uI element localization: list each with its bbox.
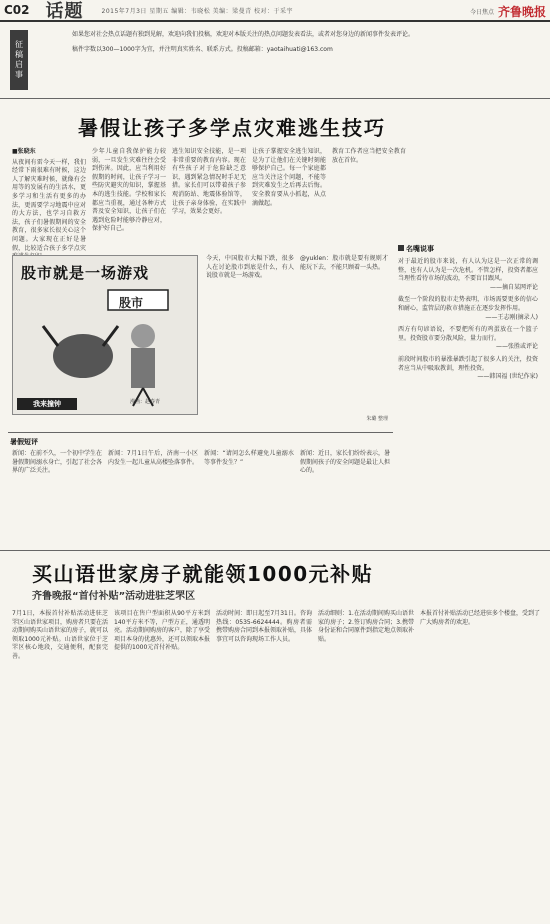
comment-1: 今天，中国股市大幅下跌，很多人在讨论股市到底是什么，有人说股市就是一场游戏。 [206, 255, 294, 280]
comment-2: @yuklen：股市就是要有规则才能玩下去，不能只顾着一头热。 [300, 255, 388, 271]
article-1-text-1: 从夜间有雷今天一样，我们经常下雨很难有时候，这边人了解灾难时候，就像有会用等的发展有的生活水，更多学习和生活有更多的办法，更需要学习地震中应对的大方法，也学习自救方法，孩子们暑假期间的安全教育，很多家长很关心这个问题。大家现在正好是暑假，比较适合孩子多学点灾 [12, 158, 86, 252]
comments-credit: 朱璐 整理 [366, 416, 388, 422]
article-2-col-2 [108, 450, 198, 545]
sidebar-p1: 对于最近的股市来说，有人认为这是一次正常的调整，也有人认为是一次危机。不管怎样，投资者都应当理性看待市场的波动，不要盲目跟风。 [398, 258, 538, 283]
section-title: 话题 [45, 1, 84, 22]
call-for-papers [14, 30, 544, 88]
article-3-text-1: 7月1日，本报首付补贴活动进驻芝罘区山语世家项目，购房者只要在活动期间购买山语世家的房子，就可以领取1000元补贴。山语世家位于芝罘区核心地段，交通便利，配套完善。 [12, 610, 109, 660]
newspaper-logo: 齐鲁晚报 [497, 5, 546, 19]
article-1-headline: 暑假让孩子多学点灾难逃生技巧 [78, 116, 386, 140]
notice-tag: 征稿启事 [10, 30, 28, 90]
divider [0, 550, 550, 551]
comments-col-1 [206, 255, 294, 425]
sidebar-credit-3: ——张胜或评论 [495, 343, 538, 351]
article-1-byline: ■张晓东 [12, 148, 36, 155]
cartoon-sign: 股市 [119, 296, 144, 310]
article-3-subhead: 齐鲁晚报“首付补贴”活动进驻芝罘区 [32, 591, 196, 602]
article-2-text-4: 新闻：近日，家长们纷纷表示，暑假期间孩子的安全问题是最让人担心的。 [300, 450, 391, 475]
cartoon-drawing [13, 256, 197, 414]
page-number: C02 [4, 3, 30, 17]
article-3-col-1 [12, 610, 108, 915]
notice-line-1: 如果您对社会热点话题有独到见解，欢迎向我们投稿，欢迎对本版关注的热点问题发表看法，或者对您身边的新闻事件发表评论。 [72, 31, 415, 38]
sidebar-p2: 截至一个阶段的股市走势表明，市场需要更多的信心和耐心，监管层的救市措施正在逐步发挥作用。 [398, 296, 538, 312]
comments-col-2 [300, 255, 388, 425]
article-2-heading: 暑假短评 [10, 438, 38, 446]
sidebar-heading: 名嘴说事 [398, 244, 434, 254]
sidebar-credit-1: ——摘自某网评论 [489, 283, 538, 291]
article-3-text-5: 本报首付补贴活动已经进驻多个楼盘，受到了广大购房者的欢迎。 [420, 610, 541, 626]
cartoon-label: 我来撞钟 [17, 398, 77, 410]
article-2-text-2: 新闻：7月1日午后，济南一小区内发生一起儿童从高楼坠落事件。 [108, 450, 199, 466]
sidebar-p3: 西方有句谚语说，不要把所有的鸡蛋放在一个篮子里。投资股市要分散风险，量力而行。 [398, 326, 538, 342]
article-3-col-4 [318, 610, 414, 915]
article-1-text-5: 教育工作者应当把安全教育放在首位。 [332, 148, 406, 164]
article-3-col-5 [420, 610, 540, 915]
notice-line-2: 稿件字数以300—1000字为宜，并注明真实姓名、联系方式。投稿邮箱：yaotaihuati@163.com [72, 46, 333, 53]
cartoon-title: 股市就是一场游戏 [21, 264, 150, 282]
article-3-text-2: 该项目在售户型面积从90平方米到140平方米不等，户型方正，通透明亮。活动期间购房的客户，除了享受项目本身的优惠外，还可以领取本报提供的1000元首付补贴。 [114, 610, 211, 652]
header-meta: 2015年7月3日 星期五 编辑：韦晓松 美编：梁曼青 校对：于采宇 [101, 7, 294, 15]
sidebar-body [398, 258, 538, 548]
article-1-col-4 [252, 148, 326, 248]
header-tag: 今日焦点 [469, 9, 494, 16]
article-3-col-2 [114, 610, 210, 915]
page-header [0, 0, 550, 22]
cartoon-illustration [12, 255, 198, 415]
article-1-text-3: 逃生知识安全技能，是一项非常重要的教育内容。现在有些孩子对于危险缺乏意识，遇到紧急情况时手足无措。家长们可以带着孩子参观消防站、地震体验馆等，让孩子亲身体验，在实践中学习，效果会更好。 [172, 148, 246, 216]
article-2-col-3 [204, 450, 294, 545]
article-1-col-1 [12, 148, 86, 252]
article-1-col-2 [92, 148, 166, 248]
article-3-text-4: 活动细则：1.在活动期间购买山语世家的房子；2.签订购房合同；3.携带身份证和合同原件到指定地点领取补贴。 [318, 610, 415, 643]
article-1-col-5 [332, 148, 406, 248]
article-3-headline: 买山语世家房子就能领1000元补贴 [32, 562, 374, 586]
article-1-text-4: 让孩子掌握安全逃生知识，是为了让他们在关键时刻能够保护自己。每一个家庭都应当关注这个问题，不能等到灾难发生之后再去后悔。安全教育要从小抓起，从点滴做起。 [252, 148, 326, 207]
article-2-col-1 [12, 450, 102, 545]
header-right [470, 3, 546, 20]
cartoon-credit: 漫画：赵春青 [130, 399, 161, 405]
sidebar-credit-4: ——韩国福 (世纪作家) [477, 373, 538, 381]
article-2-text-3: 新闻：“请问怎么样避免儿童溺水等事件发生？” [204, 450, 294, 466]
article-2-col-4 [300, 450, 390, 545]
divider [8, 432, 393, 433]
divider [0, 98, 550, 99]
article-1-text-2: 少年儿童自我保护能力较弱，一旦发生灾难往往会受到伤害。因此，应当利用好假期的时间，让孩子学习一些防灾避灾的知识，掌握基本的逃生技能。学校和家长都应当重视，通过各种方式普及安全知识，让孩子们在遇到危险时能够冷静应对，保护好自己。 [92, 148, 166, 233]
article-3-text-3: 活动时间：即日起至7月31日。咨询热线：0535-6624444。购房者需携带购房合同到本报领取补贴，具体事宜可以咨询现场工作人员。 [216, 610, 313, 643]
article-2-text-1: 新闻：在前不久，一个初中学生在暑假期间溺水身亡，引起了社会各界的广泛关注。 [12, 450, 103, 475]
sidebar-p4: 前段时间股市的暴涨暴跌引起了很多人的关注，投资者应当从中吸取教训，理性投资。 [398, 355, 538, 372]
sidebar-credit-2: ——王志刚(摘录人) [485, 313, 538, 321]
article-1-col-3 [172, 148, 246, 248]
article-3-col-3 [216, 610, 312, 915]
